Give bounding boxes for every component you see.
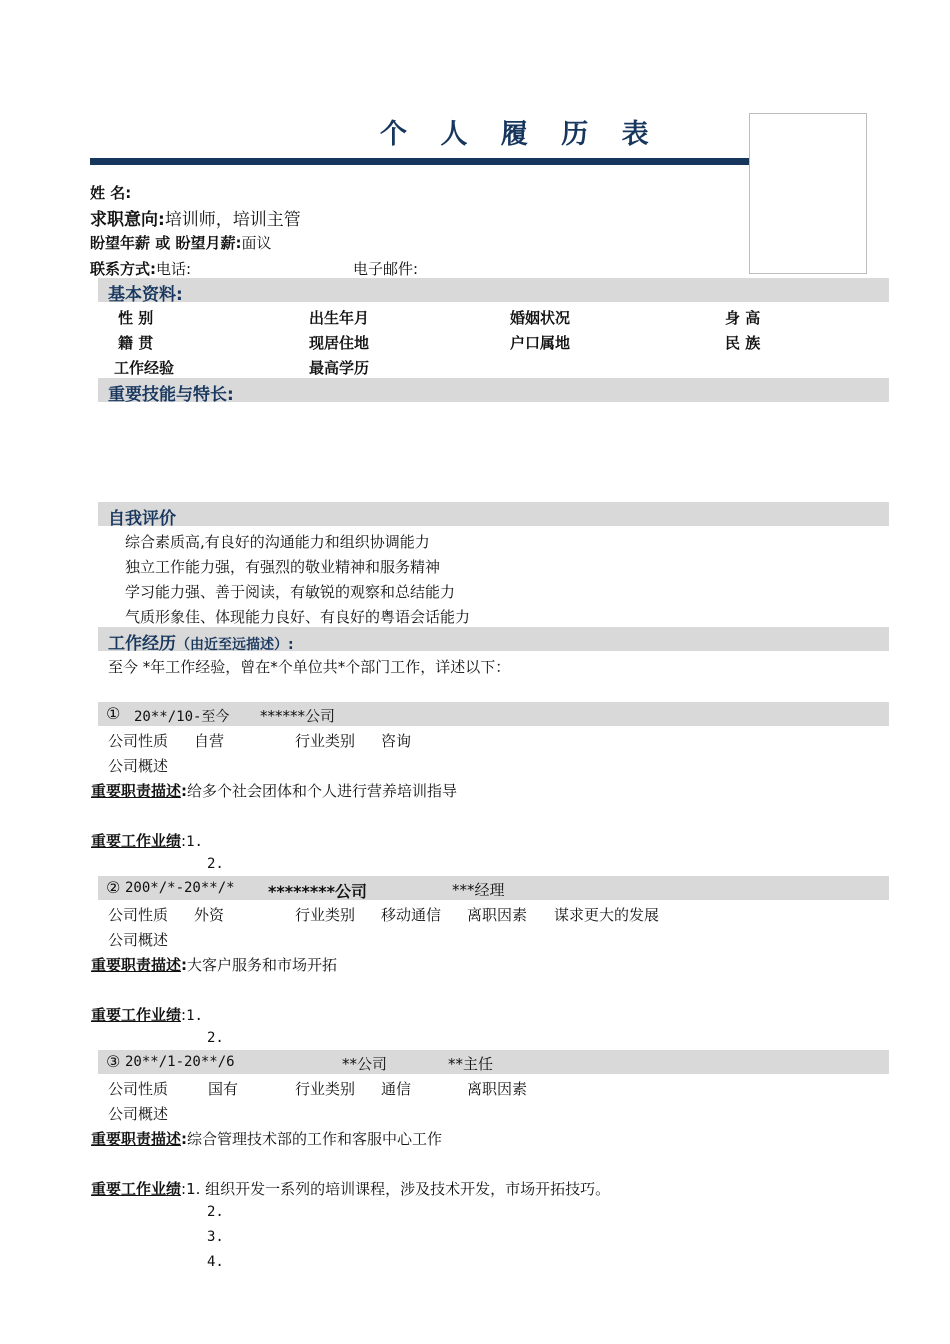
height-label: 身 高 [725,309,761,327]
intent-label: 求职意向: [90,210,165,230]
job-period: 20**/10-至今 [134,709,230,725]
job-company: ********公司 [268,882,367,901]
duty-label: 重要职责描述 [91,1130,182,1148]
section-self-eval-heading: 自我评价 [108,509,176,529]
marital-label: 婚姻状况 [510,309,571,327]
residence-label: 现居住地 [309,334,370,352]
job-number: ① [106,704,121,723]
section-skills-heading: 重要技能与特长: [108,385,234,405]
duty-value: 给多个社会团体和个人进行营养培训指导 [187,782,458,800]
perf-item: 2. [207,1030,224,1046]
duty-value: 大客户服务和市场开拓 [187,956,338,974]
leave-value: 谋求更大的发展 [554,906,660,924]
job-number: ② [106,878,121,897]
experience-label: 工作经验 [114,359,175,377]
salary-row [90,232,271,253]
nature-value: 自营 [194,732,225,750]
perf-label: 重要工作业绩 [91,832,182,850]
leave-label: 离职因素 [467,1080,528,1098]
section-work [98,627,889,654]
job-company: **公司 [342,1055,388,1073]
job-bar-3 [98,1050,889,1074]
summary-label: 公司概述 [108,1105,169,1123]
job-position: **主任 [448,1055,494,1073]
perf-row: 重要工作业绩:1. [91,832,203,850]
ethnic-label: 民 族 [725,334,761,352]
job-bar-2 [98,876,889,900]
perf-row: 重要工作业绩:1. [91,1006,203,1024]
perf-label: 重要工作业绩 [91,1006,182,1024]
duty-row: 重要职责描述:大客户服务和市场开拓 [91,956,338,974]
contact-row [90,258,191,279]
duty-label: 重要职责描述 [91,782,182,800]
phone-label: 电话: [156,260,192,278]
duty-value: 综合管理技术部的工作和客服中心工作 [187,1130,443,1148]
salary-label: 盼望年薪 或 盼望月薪: [90,234,242,252]
duty-label: 重要职责描述 [91,956,182,974]
leave-label: 离职因素 [467,906,528,924]
photo-placeholder [749,113,867,274]
duty-row: 重要职责描述:综合管理技术部的工作和客服中心工作 [91,1130,443,1148]
name-label: 姓 名: [90,184,132,202]
perf-row: 重要工作业绩:1. 组织开发一系列的培训课程，涉及技术开发，市场开拓技巧。 [91,1180,611,1198]
nature-value: 国有 [208,1080,239,1098]
industry-value: 通信 [381,1080,412,1098]
industry-label: 行业类别 [295,732,356,750]
perf-item: 2. [207,856,224,872]
perf-item: 3. [207,1229,224,1245]
job-period: 200*/*-20**/* [125,880,235,896]
job-number: ③ [106,1052,121,1071]
summary-label: 公司概述 [108,757,169,775]
title-rule [90,158,749,165]
work-heading-main: 工作经历 [108,634,176,654]
section-basic [98,278,889,305]
education-label: 最高学历 [309,359,370,377]
work-heading-sub: （由近至远描述）: [176,637,294,653]
nature-label: 公司性质 [108,732,169,750]
perf-item: 1. [186,1008,203,1024]
contact-label: 联系方式: [90,260,156,278]
job-period: 20**/1-20**/6 [125,1054,235,1070]
nature-label: 公司性质 [108,906,169,924]
self-eval-line: 气质形象佳、体现能力良好、有良好的粤语会话能力 [125,608,471,626]
industry-label: 行业类别 [295,1080,356,1098]
salary-value: 面议 [241,234,272,252]
job-position: ***经理 [452,881,505,899]
self-eval-line: 独立工作能力强，有强烈的敬业精神和服务精神 [125,558,441,576]
summary-label: 公司概述 [108,931,169,949]
duty-row: 重要职责描述:给多个社会团体和个人进行营养培训指导 [91,782,458,800]
job-bar-1 [98,702,889,726]
section-work-heading [108,629,294,654]
birth-label: 出生年月 [309,309,370,327]
section-basic-heading: 基本资料: [108,285,183,305]
industry-value: 咨询 [381,732,412,750]
section-self-eval [98,502,889,529]
perf-item: 2. [207,1204,224,1220]
industry-value: 移动通信 [381,906,442,924]
email-label: 电子邮件: [353,260,419,278]
nature-label: 公司性质 [108,1080,169,1098]
industry-label: 行业类别 [295,906,356,924]
native-label: 籍 贯 [118,334,154,352]
section-skills [98,378,889,405]
perf-item: 1. [186,834,203,850]
self-eval-line: 学习能力强、善于阅读，有敏锐的观察和总结能力 [125,583,456,601]
hukou-label: 户口属地 [510,334,571,352]
nature-value: 外资 [194,906,225,924]
intent-value: 培训师，培训主管 [164,210,301,230]
perf-item: 4. [207,1254,224,1270]
intent-row [90,205,301,230]
gender-label: 性 别 [118,309,154,327]
job-company: ******公司 [260,707,336,725]
perf-item: 1. 组织开发一系列的培训课程，涉及技术开发，市场开拓技巧。 [186,1180,611,1198]
self-eval-line: 综合素质高,有良好的沟通能力和组织协调能力 [125,533,430,551]
page-title: 个 人 履 历 表 [380,119,661,150]
work-intro: 至今 *年工作经验，曾在*个单位共*个部门工作，详述以下： [108,658,511,676]
perf-label: 重要工作业绩 [91,1180,182,1198]
